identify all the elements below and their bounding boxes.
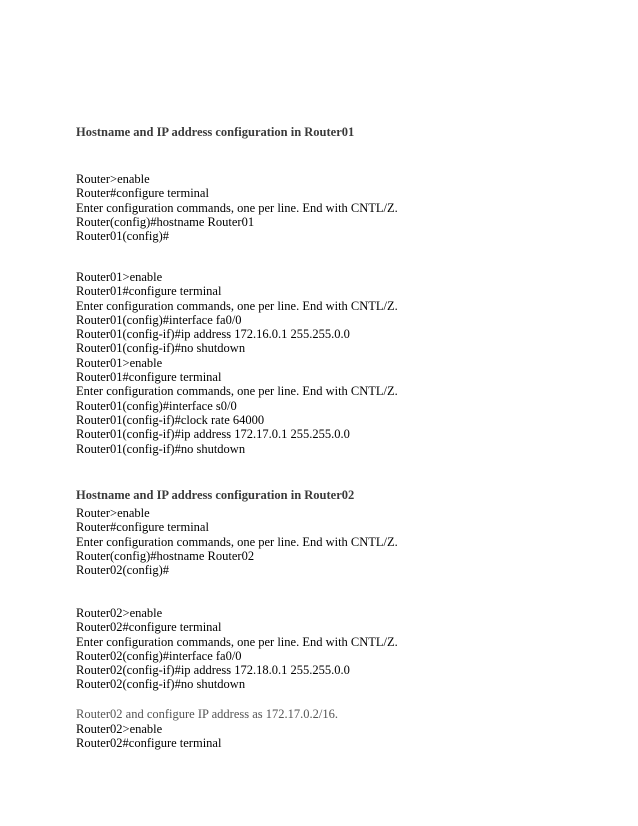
- prompt-line: Router02(config)#: [76, 563, 170, 578]
- command-line: Router01>enable: [76, 355, 163, 370]
- router02-interface-block: [76, 606, 398, 692]
- output-line: Enter configuration commands, one per line. End with CNTL/Z.: [76, 534, 398, 549]
- command-line: Router01(config-if)#clock rate 64000: [76, 412, 265, 427]
- section-heading-router02: Hostname and IP address configuration in Router02: [76, 488, 355, 502]
- router01-interface-block: [76, 270, 398, 456]
- router02-enable-block: [76, 722, 221, 751]
- command-line: Router#configure terminal: [76, 520, 209, 535]
- command-line: Router01>enable: [76, 270, 163, 284]
- command-line: Router02#configure terminal: [76, 736, 222, 751]
- output-line: Enter configuration commands, one per line. End with CNTL/Z.: [76, 298, 398, 313]
- command-line: Router01(config-if)#no shutdown: [76, 341, 246, 356]
- command-line: Router01(config-if)#no shutdown: [76, 441, 246, 456]
- output-line: Enter configuration commands, one per line. End with CNTL/Z.: [76, 634, 398, 649]
- command-line: Router01(config)#interface fa0/0: [76, 312, 242, 327]
- command-line: Router(config)#hostname Router01: [76, 214, 255, 229]
- command-line: Router01(config)#interface s0/0: [76, 398, 237, 413]
- section-heading-router01: Hostname and IP address configuration in Router01: [76, 125, 355, 139]
- output-line: Enter configuration commands, one per line. End with CNTL/Z.: [76, 384, 398, 399]
- command-line: Router01(config-if)#ip address 172.16.0.1 255.255.0.0: [76, 327, 350, 342]
- command-line: Router02>enable: [76, 606, 163, 620]
- command-line: Router01#configure terminal: [76, 370, 222, 385]
- command-line: Router>enable: [76, 506, 150, 520]
- command-line: Router02>enable: [76, 722, 163, 736]
- router01-hostname-block: [76, 172, 398, 243]
- command-line: Router(config)#hostname Router02: [76, 548, 255, 563]
- command-line: Router01(config-if)#ip address 172.17.0.1 255.255.0.0: [76, 427, 350, 442]
- command-line: Router02(config-if)#ip address 172.18.0.1 255.255.0.0: [76, 663, 350, 678]
- output-line: Enter configuration commands, one per line. End with CNTL/Z.: [76, 200, 398, 215]
- command-line: Router02#configure terminal: [76, 620, 222, 635]
- command-line: Router>enable: [76, 172, 150, 186]
- command-line: Router02(config)#interface fa0/0: [76, 648, 242, 663]
- prompt-line: Router01(config)#: [76, 229, 170, 244]
- router02-note: Router02 and configure IP address as 172.17.0.2/16.: [76, 707, 338, 721]
- command-line: Router01#configure terminal: [76, 284, 222, 299]
- command-line: Router02(config-if)#no shutdown: [76, 677, 246, 692]
- command-line: Router#configure terminal: [76, 186, 209, 201]
- router02-hostname-block: [76, 506, 398, 577]
